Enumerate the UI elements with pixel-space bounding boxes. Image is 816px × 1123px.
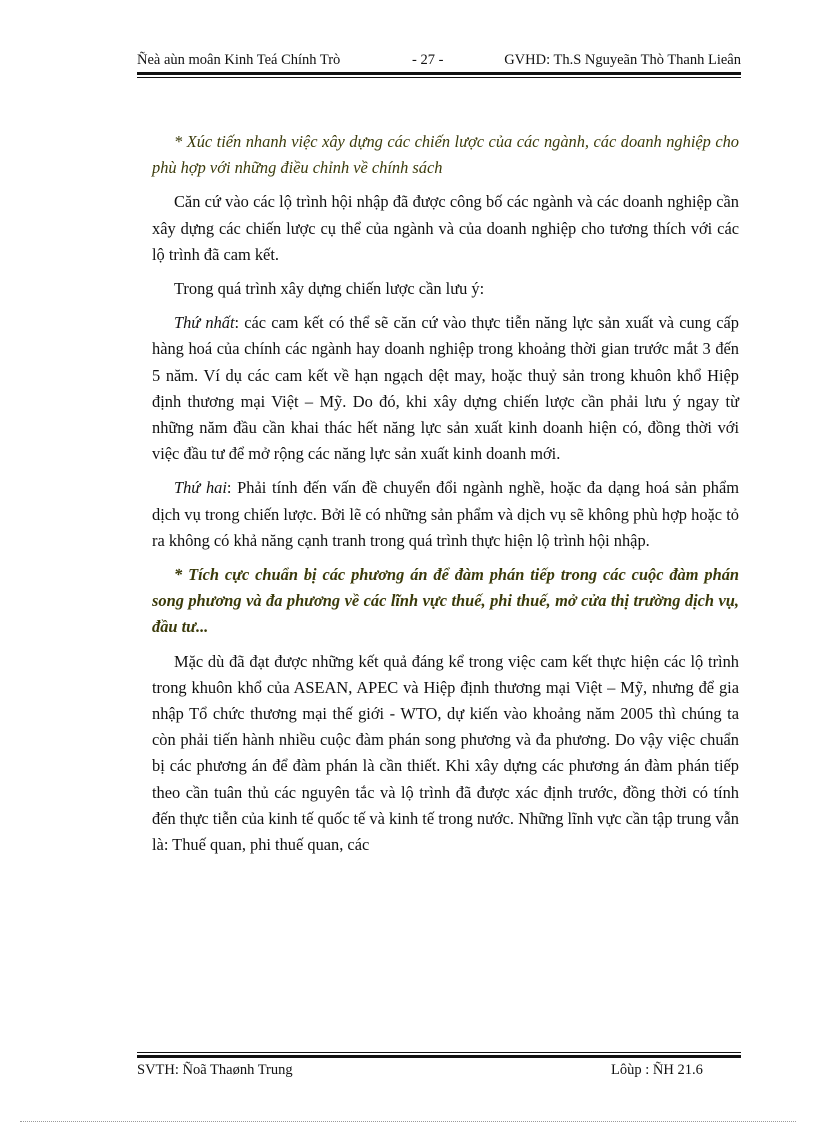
second-point-text: : Phải tính đến vấn đề chuyển đổi ngành nghề, hoặc đa dạng hoá sản phẩm dịch vụ trong chiến lược. Bởi lẽ có những sản phẩm và dịch vụ sẽ không phù hợp hoặc tỏ ra không có khả năng cạnh tranh trong quá trình thực hiện lộ trình hội nhập. bbox=[152, 478, 739, 550]
header-course-title: Ñeà aùn moân Kinh Teá Chính Trò bbox=[137, 52, 341, 68]
footer-rule-thin bbox=[137, 1052, 741, 1053]
paragraph-second-point bbox=[152, 475, 739, 554]
page-bottom-dotted-line bbox=[20, 1121, 796, 1122]
header-rule-thick bbox=[137, 72, 741, 75]
section-heading-negotiation: * Tích cực chuẩn bị các phương án để đàm phán tiếp trong các cuộc đàm phán song phương và đa phương về các lĩnh vực thuế, phi thuế, mở cửa thị trường dịch vụ, đầu tư... bbox=[152, 565, 739, 637]
page-header bbox=[137, 50, 741, 70]
paragraph-roadmap: Căn cứ vào các lộ trình hội nhập đã được công bố các ngành và các doanh nghiệp cần xây dựng các chiến lược cụ thể của ngành và của doanh nghiệp cho tương thích với các lộ trình đã cam kết. bbox=[152, 192, 739, 264]
first-point-text: : các cam kết có thể sẽ căn cứ vào thực tiễn năng lực sản xuất và cung cấp hàng hoá của chính các ngành hay doanh nghiệp trong khoảng thời gian trước mắt 3 đến 5 năm. Ví dụ các cam kết về hạn ngạch dệt may, hoặc thuỷ sản trong khuôn khổ Hiệp định thương mại Việt – Mỹ. Do đó, khi xây dựng chiến lược cần phải lưu ý ngay từ những năm đầu cần khai thác hết năng lực sản xuất kinh doanh hiện có, đồng thời với việc đầu tư để mở rộng các năng lực sản xuất kinh doanh mới. bbox=[152, 313, 739, 464]
section-heading-strategy: * Xúc tiến nhanh việc xây dựng các chiến lược của các ngành, các doanh nghiệp cho phù hợp với những điều chỉnh về chính sách bbox=[152, 132, 739, 178]
paragraph-wto: Mặc dù đã đạt được những kết quả đáng kể trong việc cam kết thực hiện các lộ trình trong khuôn khổ của ASEAN, APEC và Hiệp định thương mại Việt – Mỹ, nhưng để gia nhập Tổ chức thương mại thế giới - WTO, dự kiến vào khoảng năm 2005 thì chúng ta còn phải tiến hành nhiều cuộc đàm phán song phương và đa phương. Do vậy việc chuẩn bị các phương án để đàm phán là cần thiết. Khi xây dựng các phương án đàm phán tiếp theo cần tuân thủ các nguyên tắc và lộ trình đã được xác định trước, đồng thời có tính đến thực tiễn của kinh tế quốc tế và kinh tế trong nước. Những lĩnh vực cần tập trung vẫn là: Thuế quan, phi thuế quan, các bbox=[152, 651, 739, 855]
document-body bbox=[152, 129, 739, 866]
header-rule-thin bbox=[137, 77, 741, 78]
page-footer bbox=[137, 1060, 741, 1080]
first-point-label: Thứ nhất bbox=[174, 313, 235, 333]
footer-student: SVTH: Ñoã Thaønh Trung bbox=[137, 1062, 293, 1078]
footer-rule-thick bbox=[137, 1055, 741, 1058]
paragraph-first-point bbox=[152, 310, 739, 467]
second-point-label: Thứ hai bbox=[174, 478, 227, 498]
header-supervisor: GVHD: Th.S Nguyeãn Thò Thanh Lieân bbox=[504, 52, 741, 68]
footer-class: Lôùp : ÑH 21.6 bbox=[611, 1062, 703, 1078]
paragraph-notes-intro: Trong quá trình xây dựng chiến lược cần lưu ý: bbox=[174, 279, 485, 299]
header-page-number: - 27 - bbox=[412, 52, 444, 68]
